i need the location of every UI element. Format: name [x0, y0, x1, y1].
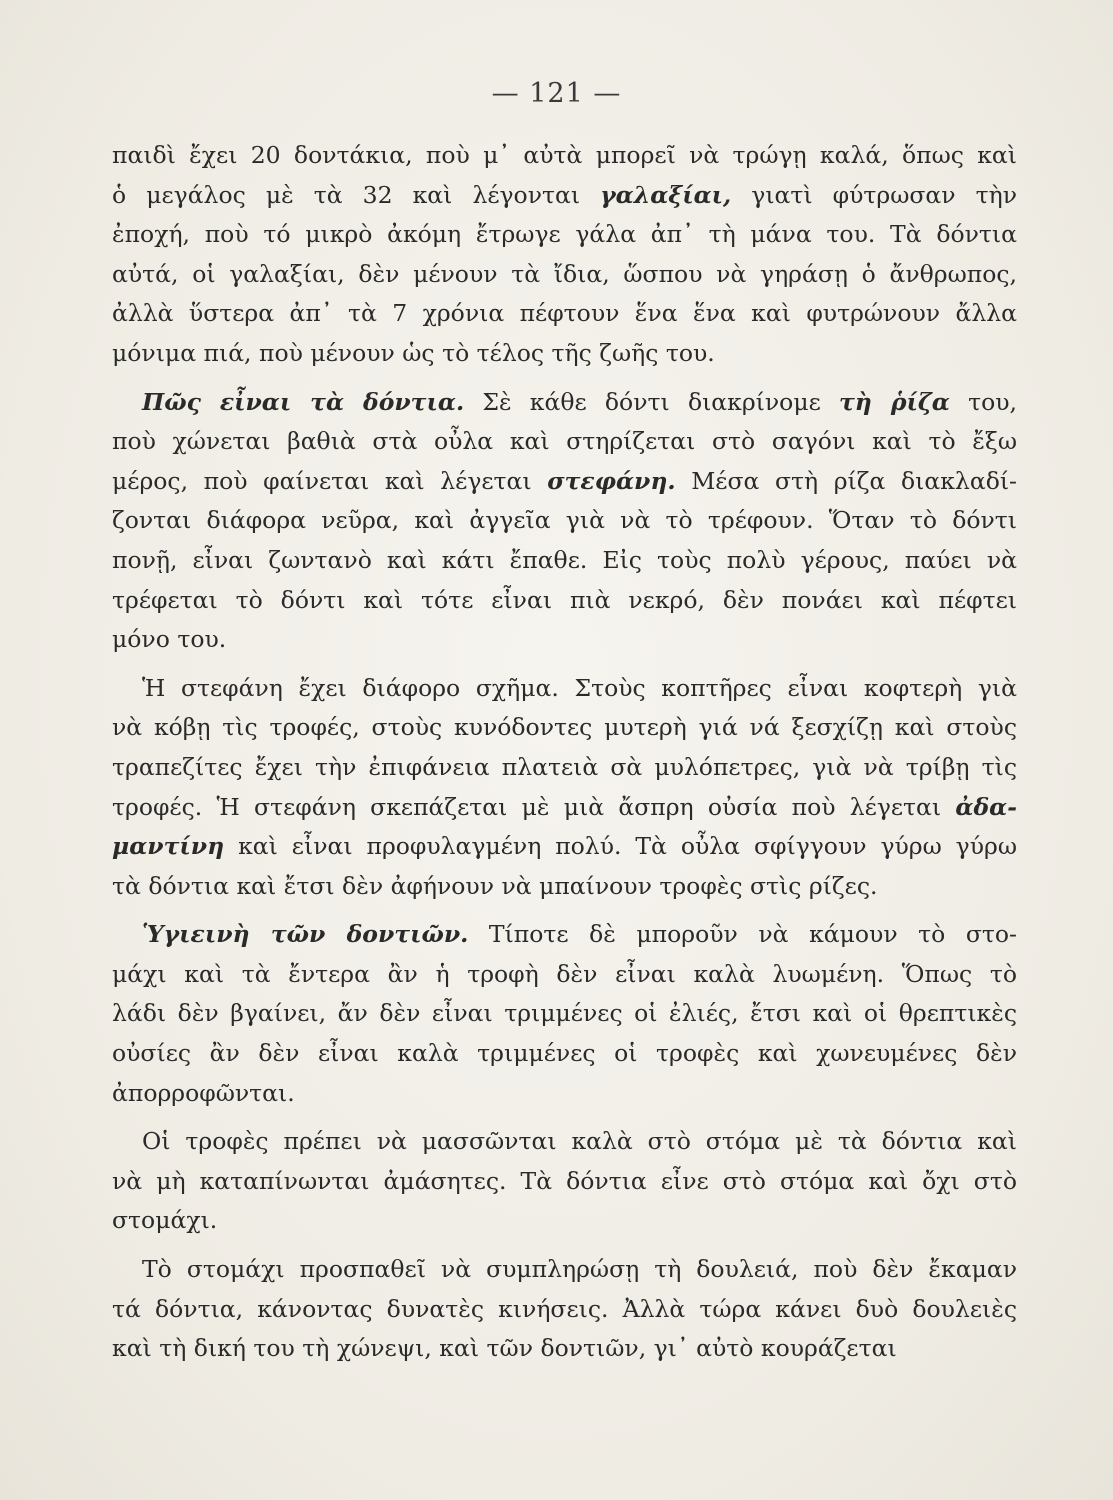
text-line [112, 294, 1017, 334]
text-run: νὰ κόβῃ τὶς τροφές, στοὺς κυνόδοντες μυτερὴ γιά νά ξεσχίζῃ καὶ στοὺς [112, 713, 1017, 742]
text-line [112, 620, 1017, 660]
emphasized-term: μαντίνη [112, 832, 225, 861]
text-line [112, 1162, 1017, 1202]
text-line [112, 1201, 1017, 1241]
text-line [112, 334, 1017, 374]
text-run: γιατὶ φύτρωσαν τὴν [731, 180, 1017, 209]
text-line [112, 994, 1017, 1034]
text-line [112, 1034, 1017, 1074]
text-line [112, 136, 1017, 176]
paragraph [112, 915, 1017, 1113]
text-line [112, 1074, 1017, 1114]
text-run: Μέσα στὴ ρίζα διακλαδί- [675, 466, 1017, 495]
text-run: τρέφεται τὸ δόντι καὶ τότε εἶναι πιὰ νεκρό, δὲν πονάει καὶ πέφτει [112, 585, 1017, 614]
text-run: νὰ μὴ καταπίνωνται ἀμάσητες. Τὰ δόντια εἶνε στὸ στόμα καὶ ὄχι στὸ [112, 1166, 1017, 1195]
text-run: μέρος, ποὺ φαίνεται καὶ λέγεται [112, 466, 548, 495]
text-line [112, 176, 1017, 216]
text-line [112, 462, 1017, 502]
paragraph [112, 1250, 1017, 1369]
text-run: τὰ δόντια καὶ ἔτσι δὲν ἀφήνουν νὰ μπαίνουν τροφὲς στὶς ρίζες. [112, 871, 878, 900]
text-run: τά δόντια, κάνοντας δυνατὲς κινήσεις. Ἀλλὰ τώρα κάνει δυὸ δουλειὲς [112, 1294, 1017, 1323]
emphasized-term: γαλαξίαι, [600, 180, 732, 209]
page-number: — 121 — [491, 78, 622, 109]
text-line [112, 669, 1017, 709]
text-line [112, 827, 1017, 867]
text-run: αὐτά, οἱ γαλαξίαι, δὲν μένουν τὰ ἴδια, ὥσπου νὰ γηράσῃ ὁ ἄνθρωπος, [112, 259, 1017, 288]
text-run: καὶ εἶναι προφυλαγμένη πολύ. Τὰ οὖλα σφίγγουν γύρω γύρω [224, 832, 1017, 861]
text-run: μόνιμα πιά, ποὺ μένουν ὡς τὸ τέλος τῆς ζωῆς του. [112, 338, 715, 367]
text-line [112, 1329, 1017, 1369]
section-heading: Πῶς εἶναι τὰ δόντια. [142, 387, 465, 416]
emphasized-term: τὴ ῥίζα [839, 387, 950, 416]
text-run: Τίποτε δὲ μποροῦν νὰ κάμουν τὸ στο- [468, 920, 1017, 949]
text-run: στομάχι. [112, 1206, 218, 1235]
text-line [112, 581, 1017, 621]
text-run: πονῇ, εἶναι ζωντανὸ καὶ κάτι ἔπαθε. Εἰς τοὺς πολὺ γέρους, παύει νὰ [112, 545, 1017, 574]
text-line [112, 788, 1017, 828]
body-text [112, 136, 1017, 1369]
text-run: ἐποχή, ποὺ τό μικρὸ ἀκόμη ἔτρωγε γάλα ἀπ᾽ τὴ μάνα του. Τὰ δόντια [112, 220, 1017, 249]
text-run: καὶ τὴ δική του τὴ χώνεψι, καὶ τῶν δοντιῶν, γι᾽ αὐτὸ κουράζεται [112, 1334, 897, 1363]
text-run: ἀλλὰ ὕστερα ἀπ᾽ τὰ 7 χρόνια πέφτουν ἕνα ἕνα καὶ φυτρώνουν ἄλλα [112, 299, 1017, 328]
emphasized-term: στεφάνη. [547, 466, 676, 495]
text-run: του, [949, 387, 1017, 416]
paragraph [112, 669, 1017, 907]
text-line [112, 955, 1017, 995]
text-run: ἀπορροφῶνται. [112, 1078, 295, 1107]
text-run: τροφές. Ἡ στεφάνη σκεπάζεται μὲ μιὰ ἄσπρη οὐσία ποὺ λέγεται [112, 792, 956, 821]
text-line [112, 748, 1017, 788]
text-run: τραπεζίτες ἔχει τὴν ἐπιφάνεια πλατειὰ σὰ μυλόπετρες, γιὰ νὰ τρίβῃ τὶς [112, 752, 1017, 781]
text-line [112, 383, 1017, 423]
text-run: ποὺ χώνεται βαθιὰ στὰ οὖλα καὶ στηρίζεται στὸ σαγόνι καὶ τὸ ἔξω [112, 427, 1017, 456]
paragraph [112, 383, 1017, 660]
text-run: Οἱ τροφὲς πρέπει νὰ μασσῶνται καλὰ στὸ στόμα μὲ τὰ δόντια καὶ [142, 1127, 1017, 1156]
paragraph [112, 136, 1017, 374]
text-line [112, 422, 1017, 462]
text-run: μόνο του. [112, 625, 227, 654]
text-line [112, 1250, 1017, 1290]
text-line [112, 708, 1017, 748]
text-run: μάχι καὶ τὰ ἔντερα ἂν ἡ τροφὴ δὲν εἶναι καλὰ λυωμένη. Ὅπως τὸ [112, 959, 1017, 988]
paragraph [112, 1122, 1017, 1241]
text-run: οὐσίες ἂν δὲν εἶναι καλὰ τριμμένες οἱ τροφὲς καὶ χωνευμένες δὲν [112, 1039, 1017, 1068]
text-line [112, 541, 1017, 581]
text-line [112, 1290, 1017, 1330]
text-line [112, 215, 1017, 255]
section-heading: Ὑγιεινὴ τῶν δοντιῶν. [142, 920, 469, 949]
emphasized-term: ἀδα- [955, 792, 1017, 821]
text-run: παιδὶ ἔχει 20 δοντάκια, ποὺ μ᾽ αὐτὰ μπορεῖ νὰ τρώγῃ καλά, ὅπως καὶ [112, 141, 1017, 169]
text-run: Ἡ στεφάνη ἔχει διάφορο σχῆμα. Στοὺς κοπτῆρες εἶναι κοφτερὴ γιὰ [142, 673, 1017, 702]
text-line [112, 915, 1017, 955]
text-run: Τὸ στομάχι προσπαθεῖ νὰ συμπληρώσῃ τὴ δουλειά, ποὺ δὲν ἔκαμαν [142, 1255, 1017, 1284]
text-run: ζονται διάφορα νεῦρα, καὶ ἀγγεῖα γιὰ νὰ τὸ τρέφουν. Ὅταν τὸ δόντι [112, 506, 1017, 535]
text-run: Σὲ κάθε δόντι διακρίνομε [464, 387, 839, 416]
text-run: ὁ μεγάλος μὲ τὰ 32 καὶ λέγονται [112, 180, 601, 209]
text-run: λάδι δὲν βγαίνει, ἄν δὲν εἶναι τριμμένες οἱ ἐλιές, ἔτσι καὶ οἱ θρεπτικὲς [112, 999, 1017, 1028]
text-line [112, 255, 1017, 295]
text-line [112, 867, 1017, 907]
text-line [112, 1122, 1017, 1162]
text-line [112, 501, 1017, 541]
